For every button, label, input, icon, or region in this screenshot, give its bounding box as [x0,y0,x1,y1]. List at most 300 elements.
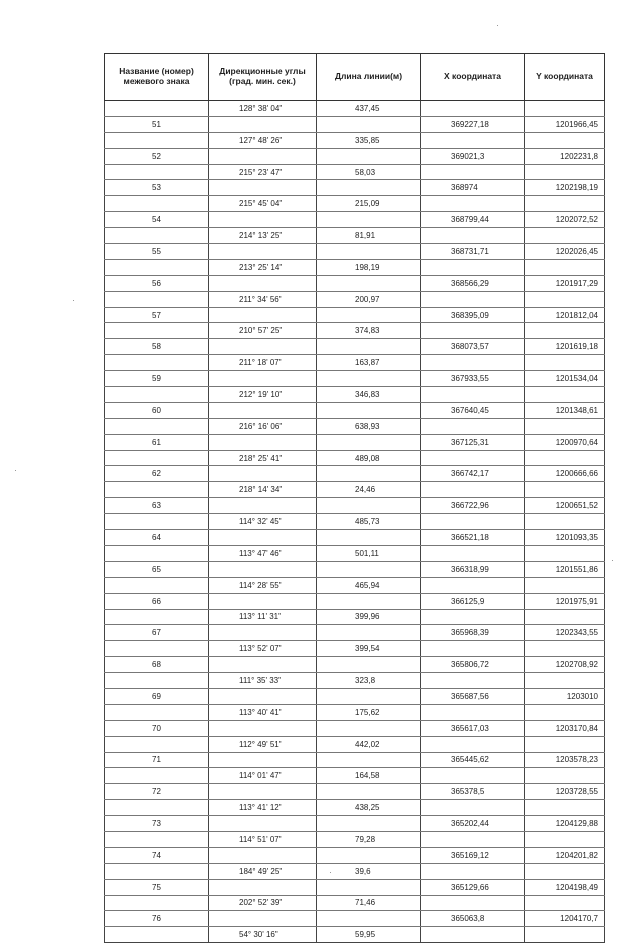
segment-row [105,704,605,720]
y-coordinate-cell: 1201348,61 [525,402,605,418]
directional-angle-cell: 184° 49' 25" [209,863,317,879]
x-coordinate-cell: 368566,29 [421,275,525,291]
line-length-cell [317,307,421,323]
table-row [105,244,605,260]
line-length-cell: 198,19 [317,259,421,275]
line-length-cell: 163,87 [317,355,421,371]
line-length-cell: 485,73 [317,514,421,530]
line-length-cell [317,720,421,736]
x-coordinate-cell [421,641,525,657]
y-coordinate-cell: 1201975,91 [525,593,605,609]
marker-number-cell [105,514,209,530]
directional-angle-cell: 114° 51' 07" [209,831,317,847]
directional-angle-cell: 54° 30' 16" [209,927,317,943]
x-coordinate-cell [421,736,525,752]
line-length-cell: 489,08 [317,450,421,466]
segment-row [105,450,605,466]
table-row [105,180,605,196]
table-row [105,212,605,228]
y-coordinate-cell: 1202343,55 [525,625,605,641]
marker-number-cell: 67 [105,625,209,641]
line-length-cell: 465,94 [317,577,421,593]
line-length-cell: 59,95 [317,927,421,943]
table-row [105,561,605,577]
table-row [105,752,605,768]
y-coordinate-cell [525,259,605,275]
directional-angle-cell [209,434,317,450]
segment-row [105,768,605,784]
x-coordinate-cell [421,196,525,212]
segment-row [105,609,605,625]
marker-number-cell [105,895,209,911]
marker-number-cell [105,387,209,403]
marker-number-cell [105,323,209,339]
y-coordinate-cell: 1201966,45 [525,116,605,132]
directional-angle-cell: 210° 57' 25" [209,323,317,339]
line-length-cell [317,752,421,768]
directional-angle-cell: 114° 28' 55" [209,577,317,593]
line-length-cell: 346,83 [317,387,421,403]
line-length-cell: 438,25 [317,800,421,816]
marker-number-cell [105,101,209,117]
directional-angle-cell [209,498,317,514]
y-coordinate-cell [525,895,605,911]
marker-number-cell: 59 [105,371,209,387]
y-coordinate-cell [525,545,605,561]
table-row [105,816,605,832]
table-row [105,339,605,355]
y-coordinate-cell [525,831,605,847]
directional-angle-cell [209,688,317,704]
y-coordinate-cell [525,927,605,943]
line-length-cell [317,816,421,832]
marker-number-cell: 60 [105,402,209,418]
marker-number-cell: 57 [105,307,209,323]
segment-row [105,927,605,943]
x-coordinate-cell: 365806,72 [421,657,525,673]
x-coordinate-cell [421,450,525,466]
marker-number-cell: 51 [105,116,209,132]
x-coordinate-cell [421,323,525,339]
x-coordinate-cell [421,132,525,148]
line-length-cell: 81,91 [317,228,421,244]
line-length-cell [317,434,421,450]
x-coordinate-cell: 365445,62 [421,752,525,768]
y-coordinate-cell [525,673,605,689]
marker-number-cell [105,927,209,943]
marker-number-cell: 65 [105,561,209,577]
x-coordinate-cell [421,418,525,434]
segment-row [105,355,605,371]
y-coordinate-cell: 1204170,7 [525,911,605,927]
scan-speck [612,560,613,561]
directional-angle-cell [209,371,317,387]
directional-angle-cell [209,593,317,609]
x-coordinate-cell: 367933,55 [421,371,525,387]
marker-number-cell: 66 [105,593,209,609]
line-length-cell [317,688,421,704]
table-row [105,307,605,323]
directional-angle-cell: 212° 19' 10" [209,387,317,403]
x-coordinate-cell: 365202,44 [421,816,525,832]
y-coordinate-cell: 1203578,23 [525,752,605,768]
y-coordinate-cell [525,577,605,593]
x-coordinate-cell: 365063,8 [421,911,525,927]
y-coordinate-cell [525,704,605,720]
marker-number-cell: 73 [105,816,209,832]
table-row [105,879,605,895]
directional-angle-cell [209,911,317,927]
y-coordinate-cell: 1202072,52 [525,212,605,228]
directional-angle-cell [209,307,317,323]
table-header-row [105,54,605,101]
y-coordinate-cell: 1201812,04 [525,307,605,323]
directional-angle-cell: 213° 25' 14" [209,259,317,275]
x-coordinate-cell [421,228,525,244]
directional-angle-cell: 113° 52' 07" [209,641,317,657]
directional-angle-cell: 113° 40' 41" [209,704,317,720]
line-length-cell: 374,83 [317,323,421,339]
x-coordinate-cell: 366125,9 [421,593,525,609]
directional-angle-cell [209,657,317,673]
x-coordinate-cell: 366521,18 [421,530,525,546]
x-coordinate-cell [421,355,525,371]
directional-angle-cell [209,466,317,482]
x-coordinate-cell [421,800,525,816]
line-length-cell: 442,02 [317,736,421,752]
x-coordinate-cell: 367125,31 [421,434,525,450]
directional-angle-cell [209,752,317,768]
marker-number-cell: 71 [105,752,209,768]
x-coordinate-cell: 369021,3 [421,148,525,164]
line-length-cell: 175,62 [317,704,421,720]
line-length-cell [317,593,421,609]
marker-number-cell: 58 [105,339,209,355]
y-coordinate-cell [525,101,605,117]
marker-number-cell: 64 [105,530,209,546]
x-coordinate-cell [421,704,525,720]
directional-angle-cell [209,847,317,863]
line-length-cell [317,657,421,673]
marker-number-cell: 53 [105,180,209,196]
table-row [105,148,605,164]
y-coordinate-cell: 1201093,35 [525,530,605,546]
line-length-cell [317,784,421,800]
table-row [105,275,605,291]
y-coordinate-cell [525,196,605,212]
table-body [105,101,605,943]
x-coordinate-cell: 366742,17 [421,466,525,482]
directional-angle-cell: 113° 41' 12" [209,800,317,816]
directional-angle-cell [209,339,317,355]
line-length-cell: 58,03 [317,164,421,180]
marker-number-cell [105,482,209,498]
y-coordinate-cell: 1203010 [525,688,605,704]
segment-row [105,323,605,339]
directional-angle-cell: 127° 48' 26" [209,132,317,148]
x-coordinate-cell: 365129,66 [421,879,525,895]
segment-row [105,895,605,911]
y-coordinate-cell: 1201534,04 [525,371,605,387]
y-coordinate-cell: 1202198,19 [525,180,605,196]
y-coordinate-cell [525,450,605,466]
x-coordinate-cell [421,101,525,117]
marker-number-cell [105,418,209,434]
line-length-cell [317,911,421,927]
x-coordinate-cell: 368974 [421,180,525,196]
table-row [105,847,605,863]
segment-row [105,831,605,847]
x-coordinate-cell: 367640,45 [421,402,525,418]
line-length-cell: 200,97 [317,291,421,307]
y-coordinate-cell: 1201619,18 [525,339,605,355]
x-coordinate-cell [421,291,525,307]
boundary-coordinates-table [104,53,605,943]
y-coordinate-cell [525,482,605,498]
x-coordinate-cell: 368799,44 [421,212,525,228]
line-length-cell [317,180,421,196]
line-length-cell [317,466,421,482]
marker-number-cell [105,355,209,371]
table-row [105,434,605,450]
directional-angle-cell: 202° 52' 39" [209,895,317,911]
segment-row [105,132,605,148]
x-coordinate-cell [421,482,525,498]
segment-row [105,196,605,212]
y-coordinate-cell: 1203728,55 [525,784,605,800]
segment-row [105,641,605,657]
x-coordinate-cell [421,927,525,943]
line-length-cell [317,847,421,863]
line-length-cell: 399,54 [317,641,421,657]
directional-angle-cell: 113° 11' 31" [209,609,317,625]
segment-row [105,228,605,244]
line-length-cell: 437,45 [317,101,421,117]
marker-number-cell: 68 [105,657,209,673]
marker-number-cell: 75 [105,879,209,895]
marker-number-cell [105,132,209,148]
y-coordinate-cell: 1200666,66 [525,466,605,482]
line-length-cell: 501,11 [317,545,421,561]
line-length-cell [317,561,421,577]
segment-row [105,514,605,530]
marker-number-cell [105,641,209,657]
x-coordinate-cell: 366318,99 [421,561,525,577]
scan-speck [73,300,74,301]
line-length-cell [317,625,421,641]
marker-number-cell [105,196,209,212]
line-length-cell: 39,6 [317,863,421,879]
line-length-cell: 638,93 [317,418,421,434]
scan-speck [330,872,331,873]
table-row [105,530,605,546]
y-coordinate-cell: 1202231,8 [525,148,605,164]
directional-angle-cell [209,244,317,260]
segment-row [105,418,605,434]
marker-number-cell [105,736,209,752]
marker-number-cell [105,450,209,466]
table-row [105,593,605,609]
y-coordinate-cell [525,132,605,148]
x-coordinate-cell: 365169,12 [421,847,525,863]
segment-row [105,482,605,498]
x-coordinate-cell: 369227,18 [421,116,525,132]
directional-angle-cell [209,180,317,196]
directional-angle-cell: 216° 16' 06" [209,418,317,434]
marker-number-cell: 54 [105,212,209,228]
marker-number-cell [105,609,209,625]
directional-angle-cell [209,784,317,800]
line-length-cell [317,148,421,164]
marker-number-cell [105,673,209,689]
segment-row [105,291,605,307]
segment-row [105,673,605,689]
y-coordinate-cell [525,768,605,784]
y-coordinate-cell: 1201551,86 [525,561,605,577]
line-length-cell [317,275,421,291]
y-coordinate-cell: 1204201,82 [525,847,605,863]
directional-angle-cell: 211° 18' 07" [209,355,317,371]
marker-number-cell [105,228,209,244]
line-length-cell [317,402,421,418]
y-coordinate-cell: 1200651,52 [525,498,605,514]
line-length-cell [317,339,421,355]
directional-angle-cell [209,402,317,418]
y-coordinate-cell [525,228,605,244]
y-coordinate-cell: 1204198,49 [525,879,605,895]
line-length-cell: 79,28 [317,831,421,847]
y-coordinate-cell [525,736,605,752]
scan-speck [497,25,498,26]
table-row [105,657,605,673]
line-length-cell: 215,09 [317,196,421,212]
marker-number-cell: 74 [105,847,209,863]
table-row [105,911,605,927]
x-coordinate-cell [421,863,525,879]
segment-row [105,545,605,561]
directional-angle-cell [209,212,317,228]
y-coordinate-cell [525,418,605,434]
line-length-cell: 164,58 [317,768,421,784]
x-coordinate-cell: 365617,03 [421,720,525,736]
directional-angle-cell: 215° 45' 04" [209,196,317,212]
x-coordinate-cell [421,609,525,625]
directional-angle-cell: 112° 49' 51" [209,736,317,752]
x-coordinate-cell: 368395,09 [421,307,525,323]
segment-row [105,259,605,275]
table-row [105,688,605,704]
y-coordinate-cell [525,164,605,180]
marker-number-cell: 70 [105,720,209,736]
y-coordinate-cell [525,641,605,657]
x-coordinate-cell [421,673,525,689]
line-length-cell [317,244,421,260]
marker-number-cell [105,577,209,593]
table-row [105,371,605,387]
directional-angle-cell: 113° 47' 46" [209,545,317,561]
line-length-cell [317,879,421,895]
marker-number-cell [105,291,209,307]
segment-row [105,800,605,816]
y-coordinate-cell: 1203170,84 [525,720,605,736]
table-row [105,498,605,514]
x-coordinate-cell [421,545,525,561]
header-y-coordinate: Y координата [525,54,605,101]
marker-number-cell [105,545,209,561]
segment-row [105,387,605,403]
x-coordinate-cell [421,164,525,180]
marker-number-cell: 55 [105,244,209,260]
x-coordinate-cell [421,577,525,593]
line-length-cell: 399,96 [317,609,421,625]
segment-row [105,863,605,879]
table-row [105,116,605,132]
marker-number-cell: 62 [105,466,209,482]
marker-number-cell: 63 [105,498,209,514]
x-coordinate-cell [421,259,525,275]
y-coordinate-cell: 1204129,88 [525,816,605,832]
line-length-cell [317,498,421,514]
y-coordinate-cell [525,863,605,879]
y-coordinate-cell: 1202026,45 [525,244,605,260]
marker-number-cell [105,704,209,720]
x-coordinate-cell [421,387,525,403]
y-coordinate-cell: 1201917,29 [525,275,605,291]
y-coordinate-cell [525,800,605,816]
marker-number-cell: 76 [105,911,209,927]
y-coordinate-cell: 1200970,64 [525,434,605,450]
x-coordinate-cell: 365687,56 [421,688,525,704]
line-length-cell: 71,46 [317,895,421,911]
x-coordinate-cell: 365968,39 [421,625,525,641]
directional-angle-cell [209,148,317,164]
segment-row [105,577,605,593]
x-coordinate-cell [421,768,525,784]
x-coordinate-cell: 366722,96 [421,498,525,514]
directional-angle-cell [209,816,317,832]
directional-angle-cell: 211° 34' 56" [209,291,317,307]
directional-angle-cell [209,275,317,291]
y-coordinate-cell: 1202708,92 [525,657,605,673]
line-length-cell: 323,8 [317,673,421,689]
line-length-cell [317,116,421,132]
x-coordinate-cell [421,514,525,530]
line-length-cell [317,371,421,387]
directional-angle-cell: 111° 35' 33" [209,673,317,689]
line-length-cell: 24,46 [317,482,421,498]
segment-row [105,101,605,117]
marker-number-cell [105,259,209,275]
table-row [105,784,605,800]
marker-number-cell: 56 [105,275,209,291]
x-coordinate-cell: 368731,71 [421,244,525,260]
directional-angle-cell: 218° 14' 34" [209,482,317,498]
y-coordinate-cell [525,514,605,530]
line-length-cell: 335,85 [317,132,421,148]
directional-angle-cell [209,720,317,736]
x-coordinate-cell [421,831,525,847]
directional-angle-cell [209,530,317,546]
directional-angle-cell: 215° 23' 47" [209,164,317,180]
marker-number-cell [105,800,209,816]
y-coordinate-cell [525,291,605,307]
line-length-cell [317,530,421,546]
segment-row [105,164,605,180]
x-coordinate-cell [421,895,525,911]
table-row [105,625,605,641]
y-coordinate-cell [525,387,605,403]
y-coordinate-cell [525,355,605,371]
